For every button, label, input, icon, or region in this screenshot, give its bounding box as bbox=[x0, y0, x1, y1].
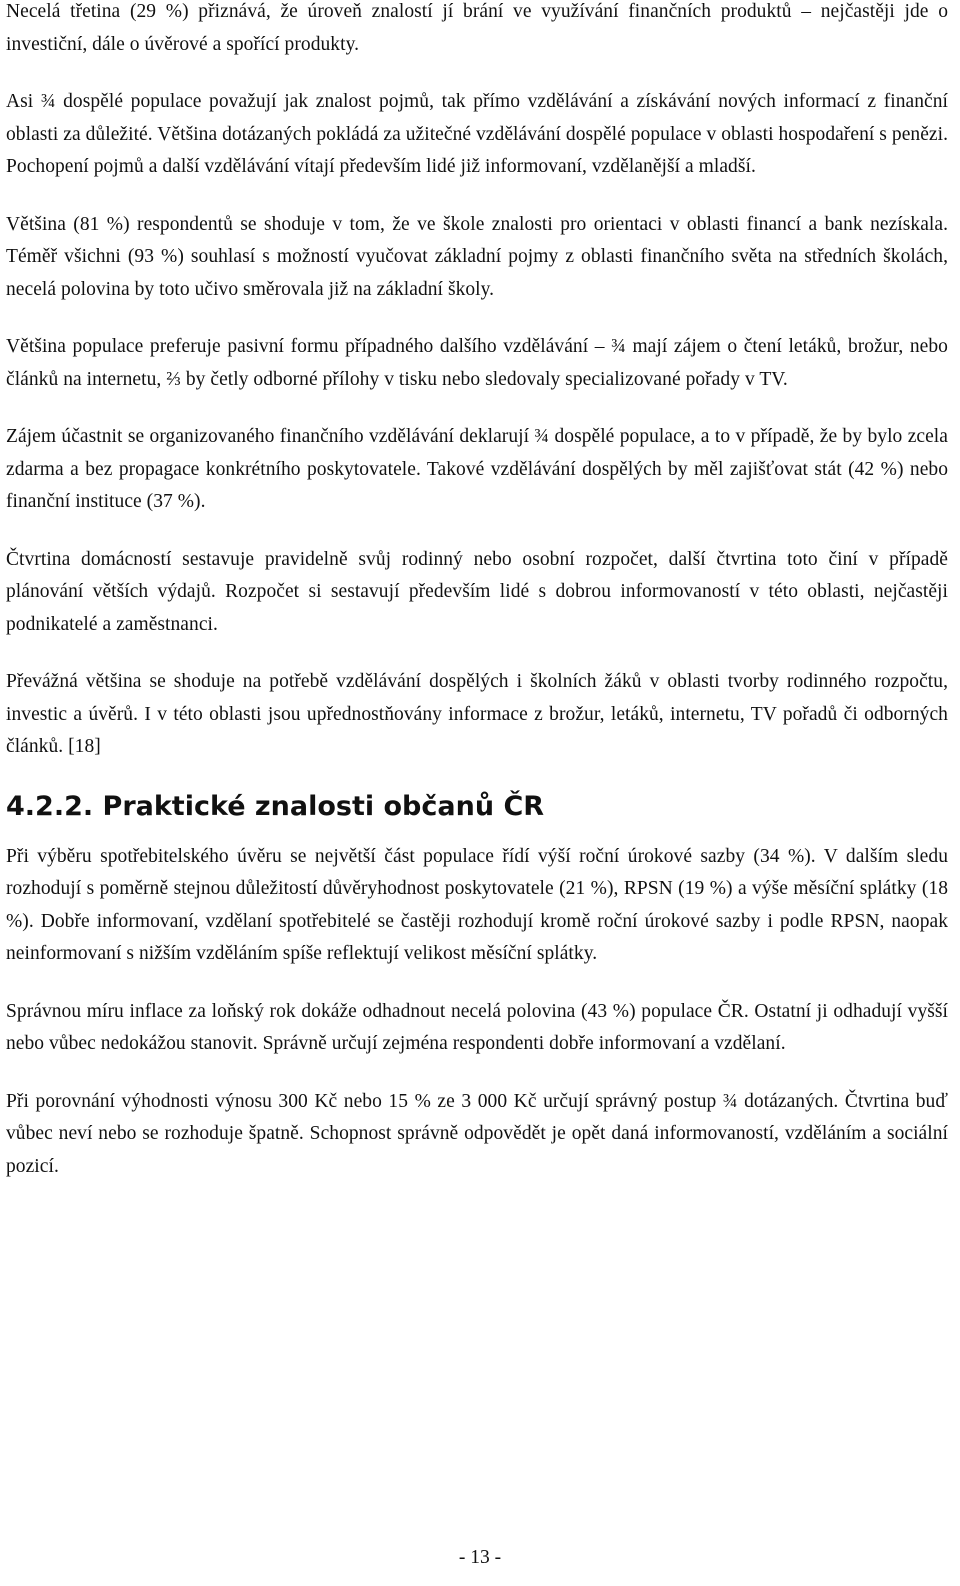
paragraph-household-budget: Čtvrtina domácností sestavuje pravidelně svůj rodinný nebo osobní rozpočet, další čtvrtina toto činí v případě plánování větších výdajů. Rozpočet si sestavují především lidé s dobrou informovaností v této oblasti, nejčastěji podnikatelé a zaměstnanci. bbox=[6, 548, 948, 635]
document-page bbox=[6, 0, 948, 1208]
paragraph-importance-of-knowledge: Asi ¾ dospělé populace považují jak znalost pojmů, tak přímo vzdělávání a získávání nových informací z finanční oblasti za důležité. Většina dotázaných pokládá za užitečné vzdělávání dospělé populace v oblasti hospodaření s penězi. Pochopení pojmů a další vzdělávání vítají především lidé již informovaní, vzdělanější a mladší. bbox=[6, 91, 948, 177]
paragraph-organized-education: Zájem účastnit se organizovaného finančního vzdělávání deklarují ¾ dospělé populace, a to v případě, že by bylo zcela zdarma a bez propagace konkrétního poskytovatele. Takové vzdělávání dospělých by měl zajišťovat stát (42 %) nebo finanční instituce (37 %). bbox=[6, 426, 948, 512]
page-number: - 13 - bbox=[458, 1547, 502, 1568]
paragraph-budget-education-need: Převážná většina se shoduje na potřebě vzdělávání dospělých i školních žáků v oblasti tvorby rodinného rozpočtu, investic a úvěrů. I v této oblasti jsou upřednostňovány informace z brožur, letáků, internetu, TV pořadů či odborných článků. [18] bbox=[6, 671, 948, 757]
paragraph-inflation-estimate: Správnou míru inflace za loňský rok dokáže odhadnout necelá polovina (43 %) populace ČR. Ostatní ji odhadují vyšší nebo vůbec nedokážou stanovit. Správně určují zejména respondenti dobře informovaní a vzdělaní. bbox=[6, 1000, 948, 1054]
paragraph-consumer-credit: Při výběru spotřebitelského úvěru se největší část populace řídí výší roční úrokové sazby (34 %). V dalším sledu rozhodují s poměrně stejnou důležitostí důvěryhodnost poskytovatele (21 %), RPSN (19 %) a výše měsíční splátky (18 %). Dobře informovaní, vzdělaní spotřebitelé se častěji rozhodují kromě roční úrokové sazby i podle RPSN, naopak neinformovaní s nižším vzděláním spíše reflektují velikost měsíční splátky. bbox=[6, 845, 948, 964]
paragraph-passive-education: Většina populace preferuje pasivní formu případného dalšího vzdělávání – ¾ mají zájem o čtení letáků, brožur, nebo článků na internetu, ⅔ by četly odborné přílohy v tisku nebo sledovaly specializované pořady v TV. bbox=[6, 336, 948, 390]
section-heading: 4.2.2. Praktické znalosti občanů ČR bbox=[6, 790, 545, 822]
paragraph-yield-comparison: Při porovnání výhodnosti výnosu 300 Kč nebo 15 % ze 3 000 Kč určují správný postup ¾ dotázaných. Čtvrtina buď vůbec neví nebo se rozhoduje špatně. Schopnost správně odpovědět je opět daná informovaností, vzděláním a sociální pozicí. bbox=[6, 1090, 948, 1177]
paragraph-financial-product-barriers: Necelá třetina (29 %) přiznává, že úroveň znalostí jí brání ve využívání finančních produktů – nejčastěji jde o investiční, dále o úvěrové a spořící produkty. bbox=[6, 1, 948, 55]
paragraph-school-education: Většina (81 %) respondentů se shoduje v tom, že ve škole znalosti pro orientaci v oblasti financí a bank nezískala. Téměř všichni (93 %) souhlasí s možností vyučovat základní pojmy z oblasti finančního světa na středních školách, necelá polovina by toto učivo směrovala již na základní školy. bbox=[6, 213, 948, 300]
